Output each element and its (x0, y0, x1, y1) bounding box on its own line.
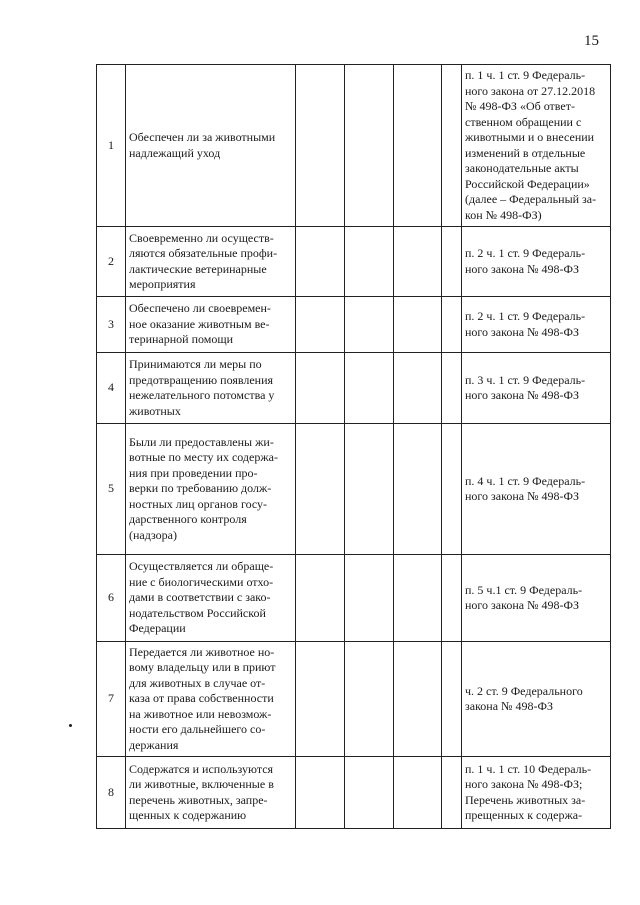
question-line: перечень животных, запре- (129, 792, 268, 807)
legal-line: ственном обращении с (465, 114, 582, 129)
legal-line: п. 1 ч. 1 ст. 10 Федераль- (465, 761, 592, 776)
note-cell[interactable] (442, 555, 462, 642)
question-line: на животное или невозмож- (129, 706, 272, 721)
requirement-question (126, 555, 296, 642)
legal-line: ного закона № 498-ФЗ (465, 261, 580, 276)
answer-na-cell[interactable] (394, 757, 442, 829)
legal-line: п. 5 ч.1 ст. 9 Федераль- (465, 582, 583, 597)
question-line: дарственного контроля (129, 512, 247, 527)
table-row (97, 227, 611, 297)
row-number: 6 (97, 555, 126, 642)
question-line: ляются обязательные профи- (129, 246, 278, 260)
answer-na-cell[interactable] (394, 353, 442, 424)
question-line: каза от права собственности (129, 691, 274, 706)
note-cell[interactable] (442, 424, 462, 555)
page-number: 15 (584, 33, 599, 49)
question-line: нежелательного потомства у (129, 388, 275, 402)
answer-yes-cell[interactable] (296, 757, 345, 829)
legal-reference (462, 227, 611, 297)
answer-no-cell[interactable] (345, 642, 394, 757)
legal-line: № 498-ФЗ «Об ответ- (465, 99, 575, 113)
legal-line: ного закона № 498-ФЗ (465, 598, 580, 612)
answer-no-cell[interactable] (345, 65, 394, 227)
table-row (97, 353, 611, 424)
question-line: Федерации (129, 621, 186, 636)
answer-yes-cell[interactable] (296, 297, 345, 353)
legal-reference (462, 642, 611, 757)
question-line: Обеспечен ли за животными (129, 130, 276, 144)
answer-no-cell[interactable] (345, 353, 394, 424)
question-line: ния при проведении про- (129, 465, 258, 480)
requirement-question (126, 757, 296, 829)
answer-yes-cell[interactable] (296, 555, 345, 642)
answer-no-cell[interactable] (345, 757, 394, 829)
requirement-question (126, 227, 296, 297)
legal-line: Российской Федерации» (465, 176, 590, 191)
answer-na-cell[interactable] (394, 424, 442, 555)
legal-line: ного закона от 27.12.2018 (465, 83, 596, 98)
question-line: теринарной помощи (129, 332, 234, 347)
question-line: животных (129, 403, 181, 418)
question-line: Передается ли животное но- (129, 644, 275, 659)
answer-na-cell[interactable] (394, 297, 442, 353)
answer-no-cell[interactable] (345, 227, 394, 297)
note-cell[interactable] (442, 353, 462, 424)
question-line: вотные по месту их содержа- (129, 450, 278, 465)
legal-line: ч. 2 ст. 9 Федерального (465, 683, 583, 698)
requirement-question (126, 297, 296, 353)
table-row (97, 424, 611, 555)
question-line: Осуществляется ли обраще- (129, 559, 274, 574)
question-line: ностных лиц органов госу- (129, 496, 268, 511)
question-line: Содержатся и используются (129, 761, 274, 776)
margin-dot (69, 724, 72, 727)
legal-reference (462, 65, 611, 227)
question-line: верки по требованию долж- (129, 481, 272, 496)
legal-reference (462, 353, 611, 424)
answer-yes-cell[interactable] (296, 642, 345, 757)
question-line: Своевременно ли осуществ- (129, 230, 274, 245)
row-number: 2 (97, 227, 126, 297)
table-row (97, 65, 611, 227)
legal-line: п. 2 ч. 1 ст. 9 Федераль- (465, 246, 586, 260)
checklist-rows (97, 65, 611, 829)
note-cell[interactable] (442, 642, 462, 757)
table-row (97, 642, 611, 757)
answer-no-cell[interactable] (345, 424, 394, 555)
question-line: щенных к содержанию (129, 808, 247, 822)
legal-line: кон № 498-ФЗ) (465, 207, 542, 222)
legal-reference (462, 757, 611, 829)
legal-line: п. 4 ч. 1 ст. 9 Федераль- (465, 473, 586, 488)
legal-line: ного закона № 498-ФЗ; (465, 777, 583, 791)
table-row (97, 555, 611, 642)
answer-no-cell[interactable] (345, 555, 394, 642)
legal-line: ного закона № 498-ФЗ (465, 388, 580, 402)
question-line: (надзора) (129, 527, 177, 542)
requirement-question (126, 65, 296, 227)
legal-line: животными и о внесении (465, 130, 595, 144)
question-line: мероприятия (129, 277, 196, 291)
legal-reference (462, 555, 611, 642)
answer-na-cell[interactable] (394, 642, 442, 757)
question-line: ние с биологическими отхо- (129, 574, 274, 589)
legal-line: п. 1 ч. 1 ст. 9 Федераль- (465, 68, 586, 82)
note-cell[interactable] (442, 297, 462, 353)
question-line: лактические ветеринарные (129, 261, 267, 276)
legal-line: ного закона № 498-ФЗ (465, 489, 580, 503)
legal-line: п. 3 ч. 1 ст. 9 Федераль- (465, 372, 586, 387)
answer-no-cell[interactable] (345, 297, 394, 353)
legal-line: Перечень животных за- (465, 792, 586, 807)
row-number: 1 (97, 65, 126, 227)
note-cell[interactable] (442, 227, 462, 297)
note-cell[interactable] (442, 757, 462, 829)
answer-na-cell[interactable] (394, 227, 442, 297)
legal-line: прещенных к содержа- (465, 808, 583, 822)
question-line: держания (129, 737, 179, 752)
question-line: надлежащий уход (129, 145, 221, 160)
row-number: 4 (97, 353, 126, 424)
question-line: вому владельцу или в приют (129, 660, 276, 675)
note-cell[interactable] (442, 65, 462, 227)
legal-line: (далее – Федеральный за- (465, 192, 597, 206)
legal-line: ного закона № 498-ФЗ (465, 324, 580, 339)
answer-yes-cell[interactable] (296, 424, 345, 555)
question-line: для животных в случае от- (129, 675, 266, 690)
answer-na-cell[interactable] (394, 65, 442, 227)
question-line: нодательством Российской (129, 605, 266, 620)
requirement-question (126, 424, 296, 555)
row-number: 7 (97, 642, 126, 757)
answer-yes-cell[interactable] (296, 65, 345, 227)
row-number: 5 (97, 424, 126, 555)
checklist-table (96, 64, 611, 829)
row-number: 3 (97, 297, 126, 353)
question-line: ности его дальнейшего со- (129, 722, 266, 737)
legal-reference (462, 424, 611, 555)
legal-reference (462, 297, 611, 353)
question-line: предотвращению появления (129, 372, 274, 387)
row-number: 8 (97, 757, 126, 829)
question-line: ли животные, включенные в (129, 777, 274, 791)
legal-line: законодательные акты (465, 161, 579, 175)
table-row (97, 297, 611, 353)
legal-line: закона № 498-ФЗ (465, 699, 553, 713)
question-line: Обеспечено ли своевремен- (129, 301, 271, 316)
requirement-question (126, 353, 296, 424)
answer-yes-cell[interactable] (296, 353, 345, 424)
question-line: Были ли предоставлены жи- (129, 434, 274, 449)
requirement-question (126, 642, 296, 757)
question-line: ное оказание животным ве- (129, 316, 270, 331)
answer-na-cell[interactable] (394, 555, 442, 642)
table-row (97, 757, 611, 829)
legal-line: изменений в отдельные (465, 145, 586, 160)
question-line: дами в соответствии с зако- (129, 590, 271, 605)
legal-line: п. 2 ч. 1 ст. 9 Федераль- (465, 309, 586, 323)
answer-yes-cell[interactable] (296, 227, 345, 297)
question-line: Принимаются ли меры по (129, 357, 262, 371)
